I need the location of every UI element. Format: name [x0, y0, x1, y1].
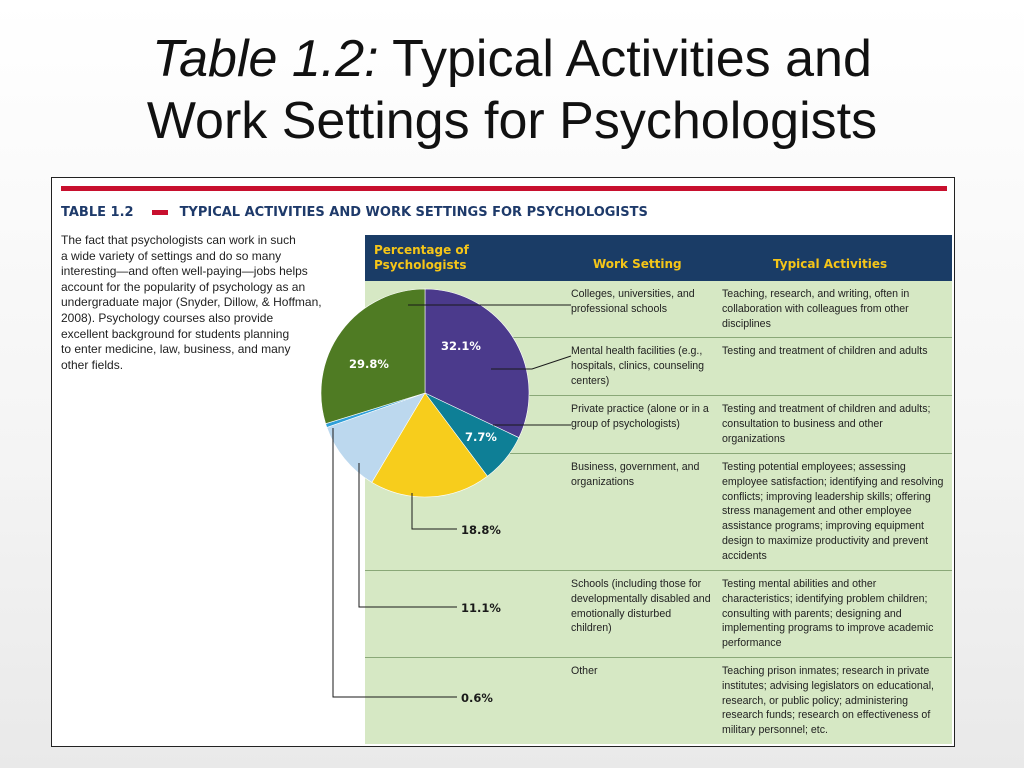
slide-title-line-1: [0, 28, 1024, 90]
slice-label-colleges: 29.8%: [349, 357, 389, 371]
work-setting-cell: Colleges, universities, and professional schools: [571, 288, 695, 315]
typical-activities-cell: Testing potential employees; assessing employee satisfaction; identifying and resolving conflicts; improving leadership skills; offering stress management and other employee assistance programs; improving equipment design to maximize productivity and prevent accidents: [722, 461, 944, 562]
work-setting-cell: Private practice (alone or in a group of psychologists): [571, 403, 709, 430]
intro-line: The fact that psychologists can work in such: [61, 233, 296, 247]
header-percentage-line-2: Psychologists: [374, 258, 467, 272]
table-figure-panel: [51, 177, 955, 747]
table-heading-text: TYPICAL ACTIVITIES AND WORK SETTINGS FOR PSYCHOLOGISTS: [179, 205, 648, 220]
slice-label-private-practice: 7.7%: [465, 430, 497, 444]
typical-activities-cell: Testing and treatment of children and adults: [722, 345, 928, 357]
slice-label-schools: 11.1%: [461, 601, 501, 615]
intro-line: excellent background for students planning: [61, 326, 290, 341]
work-setting-cell: Schools (including those for developmentally disabled and emotionally disturbed children): [571, 578, 711, 635]
intro-line: to enter medicine, law, business, and many: [61, 342, 291, 357]
intro-line: a wide variety of settings and do so many: [61, 248, 282, 263]
header-work-setting: Work Setting: [593, 257, 682, 271]
header-typical-activities: Typical Activities: [773, 257, 888, 271]
slice-label-other: 0.6%: [461, 691, 493, 705]
slide-title-line-2: Work Settings for Psychologists: [146, 92, 878, 150]
header-percentage-line-1: Percentage of: [374, 243, 469, 257]
slide-title: [0, 28, 1024, 152]
typical-activities-cell: Teaching, research, and writing, often in collaboration with colleagues from other disciplines: [722, 288, 910, 330]
work-setting-cell: Mental health facilities (e.g., hospitals, clinics, counseling centers): [571, 345, 705, 387]
typical-activities-cell: Testing mental abilities and other characteristics; identifying problem children; consulting with parents; designing and implementing programs to improve academic performance: [722, 578, 934, 650]
typical-activities-cell: Teaching prison inmates; research in private institutes; advising legislators on educational, research, or public policy; administering research funds; research on effectiveness of military personnel; etc.: [722, 665, 934, 737]
typical-activities-cell: Testing and treatment of children and adults; consultation to business and other organizations: [722, 403, 931, 445]
pie-chart: [52, 178, 956, 748]
work-setting-cell: Business, government, and organizations: [571, 461, 700, 488]
slide-title-rest: Typical Activities and: [378, 30, 872, 88]
intro-line: interesting—and often well-paying—jobs helps: [61, 264, 308, 279]
intro-line: account for the popularity of psychology as an: [61, 279, 306, 294]
slice-label-mental-health: 32.1%: [441, 339, 481, 353]
leader-line-business: [412, 493, 457, 529]
table-number-label: TABLE 1.2: [61, 205, 134, 220]
slide-title-italic: Table 1.2:: [152, 30, 379, 88]
work-setting-cell: Other: [571, 665, 598, 677]
intro-line: undergraduate major (Snyder, Dillow, & Hoffman,: [61, 295, 322, 310]
intro-line: 2008). Psychology courses also provide: [61, 310, 274, 325]
slice-label-business: 18.8%: [461, 523, 501, 537]
intro-line: other fields.: [61, 357, 124, 372]
